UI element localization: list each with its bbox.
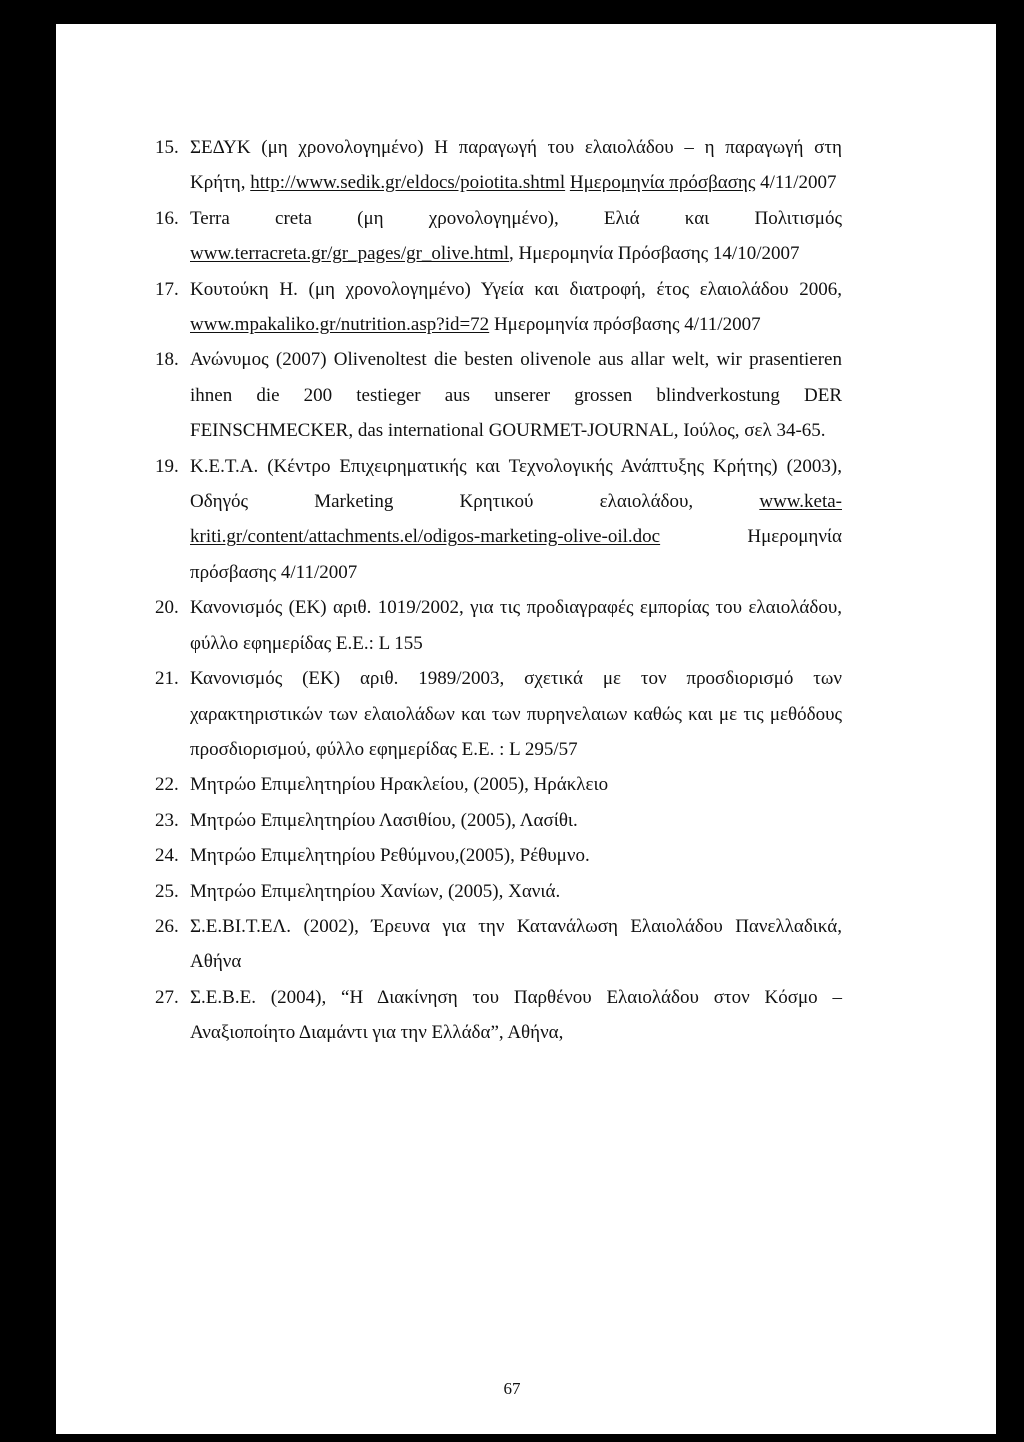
reference-text-segment: Μητρώο Επιμελητηρίου Χανίων, (2005), Χανιά. xyxy=(190,880,561,902)
reference-item xyxy=(155,449,842,591)
reference-link[interactable]: Ημερομηνία πρόσβασης xyxy=(569,172,756,194)
reference-number: 25. xyxy=(155,880,179,902)
reference-number: 18. xyxy=(155,349,179,371)
reference-link[interactable]: www.keta-kriti.gr/content/attachments.el/odigos-marketing-olive-oil.doc xyxy=(190,491,842,548)
reference-text xyxy=(190,810,578,831)
reference-text-segment: Κ.Ε.Τ.Α. (Κέντρο Επιχειρηματικής και Τεχνολογικής Ανάπτυξης Κρήτης) (2003), Οδηγός Marketing Κρητικού ελαιολάδου, xyxy=(190,455,842,513)
reference-text xyxy=(190,349,842,441)
reference-text-segment: Σ.Ε.ΒΙ.Τ.ΕΛ. (2002), Έρευνα για την Κατανάλωση Ελαιολάδου Πανελλαδικά, Αθήνα xyxy=(190,915,842,973)
reference-text-segment: Κανονισμός (ΕΚ) αριθ. 1019/2002, για τις προδιαγραφές εμπορίας του ελαιολάδου, φύλλο εφημερίδας Ε.Ε.: L 155 xyxy=(190,597,842,654)
reference-item xyxy=(155,342,842,448)
reference-item xyxy=(155,201,842,272)
reference-number: 21. xyxy=(155,668,179,690)
reference-text-segment: Μητρώο Επιμελητηρίου Ρεθύμνου,(2005), Ρέθυμνο. xyxy=(190,845,590,867)
reference-number: 17. xyxy=(155,278,179,300)
reference-item xyxy=(155,980,842,1051)
reference-item xyxy=(155,909,842,980)
reference-number: 26. xyxy=(155,915,179,937)
reference-number: 20. xyxy=(155,597,179,619)
reference-item xyxy=(155,130,842,201)
reference-item xyxy=(155,272,842,343)
reference-number: 22. xyxy=(155,774,179,796)
reference-text-segment: Ημερομηνία πρόσβασης 4/11/2007 xyxy=(190,526,842,583)
reference-link[interactable]: http://www.sedik.gr/eldocs/poiotita.shtml xyxy=(250,172,566,194)
reference-text-segment: Ημερομηνία πρόσβασης 4/11/2007 xyxy=(489,314,761,336)
reference-text xyxy=(190,881,560,902)
reference-link[interactable]: www.terracreta.gr/gr_pages/gr_olive.html xyxy=(190,243,510,265)
reference-number: 24. xyxy=(155,845,179,867)
reference-text-segment: Ανώνυμος (2007) Olivenoltest die besten olivenole aus allar welt, wir prasentieren ihnen die 200 testieger aus unserer grossen blindverkostung DER FEINSCHMECKER, das international GOURMET-JOURNAL, Ιούλος, σελ 34-65. xyxy=(190,349,842,442)
reference-text-segment: Μητρώο Επιμελητηρίου Λασιθίου, (2005), Λασίθι. xyxy=(190,809,578,831)
reference-number: 19. xyxy=(155,455,179,477)
reference-list xyxy=(155,130,842,1051)
reference-item xyxy=(155,767,842,802)
reference-number: 23. xyxy=(155,809,179,831)
reference-item xyxy=(155,590,842,661)
reference-number: 16. xyxy=(155,207,179,229)
reference-text-segment: Μητρώο Επιμελητηρίου Ηρακλείου, (2005), Ηράκλειο xyxy=(190,774,609,796)
reference-number: 27. xyxy=(155,986,179,1008)
reference-text xyxy=(190,845,590,866)
reference-text xyxy=(190,987,842,1043)
reference-text-segment: Κανονισμός (ΕΚ) αριθ. 1989/2003, σχετικά με τον προσδιορισμό των χαρακτηριστικών των ελαιολάδων και των πυρηνελαιων καθώς και με τις μεθόδους προσδιορισμού, φύλλο εφημερίδας Ε.Ε. : L 295/57 xyxy=(190,668,842,760)
reference-item xyxy=(155,803,842,838)
reference-text xyxy=(190,668,842,760)
reference-number: 15. xyxy=(155,137,179,158)
reference-text xyxy=(190,279,842,335)
reference-text xyxy=(190,456,842,583)
reference-text-segment: Σ.Ε.Β.Ε. (2004), “Η Διακίνηση του Παρθένου Ελαιολάδου στον Κόσμο – Αναξιοποίητο Διαμάντι για την Ελλάδα”, Αθήνα, xyxy=(190,986,842,1044)
reference-text-segment: Terra creta (μη χρονολογημένο), Ελιά και Πολιτισμός xyxy=(190,207,842,229)
reference-text-segment: ΣΕΔΥΚ (μη χρονολογημένο) Η παραγωγή του ελαιολάδου – η παραγωγή στη Κρήτη, xyxy=(190,137,842,194)
reference-item xyxy=(155,661,842,767)
reference-text xyxy=(190,208,842,264)
reference-text-segment: , Ημερομηνία Πρόσβασης 14/10/2007 xyxy=(509,243,800,265)
reference-text-segment: Κουτούκη Η. (μη χρονολογημένο) Υγεία και διατροφή, έτος ελαιολάδου 2006, xyxy=(190,278,842,300)
reference-text xyxy=(190,774,608,795)
page-number: 67 xyxy=(503,1379,521,1398)
reference-item xyxy=(155,838,842,873)
reference-text xyxy=(190,137,842,193)
reference-text xyxy=(190,916,842,972)
reference-item xyxy=(155,874,842,909)
reference-link[interactable]: www.mpakaliko.gr/nutrition.asp?id=72 xyxy=(190,314,490,336)
reference-text xyxy=(190,597,842,653)
reference-text-segment: 4/11/2007 xyxy=(755,172,837,194)
